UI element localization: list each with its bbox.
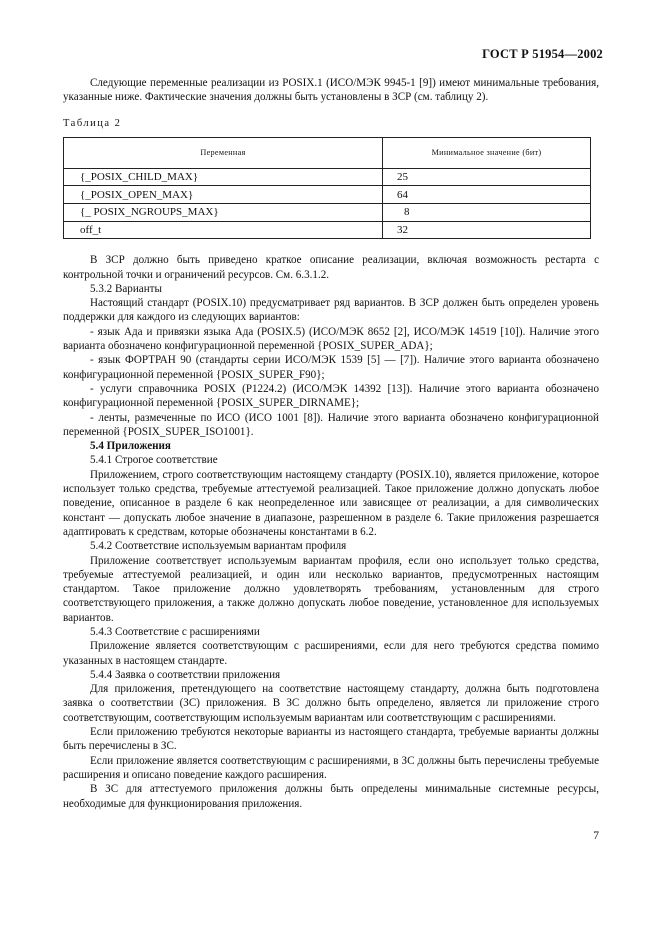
table-cell-variable: {_POSIX_CHILD_MAX}	[64, 168, 383, 186]
heading-5-3-2: 5.3.2 Варианты	[90, 282, 162, 295]
table-row	[64, 186, 591, 204]
list-item: - язык ФОРТРАН 90 (стандарты серии ИСО/МЭК 1539 [5] — [7]). Наличие этого варианта обозначено конфигурационной переменной {POSIX_SUPER_F90};	[63, 354, 599, 381]
zsr-paragraph: В ЗСР должно быть приведено краткое описание реализации, включая возможность рестарта с контрольной точки и ограничений ресурсов. См. 6.3.1.2.	[63, 254, 599, 281]
table-cell-value: 64	[383, 186, 591, 204]
table-row	[64, 168, 591, 186]
table-cell-value: 32	[383, 221, 591, 239]
variants-paragraph: Настоящий стандарт (POSIX.10) предусматривает ряд вариантов. В ЗСР должен быть определен уровень поддержки для каждого из следующих вариантов:	[63, 297, 599, 324]
table-row	[64, 204, 591, 222]
list-item: - ленты, размеченные по ИСО (ИСО 1001 [8]). Наличие этого варианта обозначено конфигурационной переменной {POSIX_SUPER_ISO1001}.	[63, 411, 599, 438]
table-header-row	[64, 137, 591, 168]
table-row	[64, 221, 591, 239]
table-caption: Таблица 2	[63, 117, 122, 129]
strict-conformance-paragraph: Приложением, строго соответствующим настоящему стандарту (POSIX.10), является приложение, которое использует только средства, требуемые аттестуемой реализацией. Такое приложение должно допускать любое поведение, описанное в разделе 6 как неопределенное или зависящее от реализации, а для символических констант — допускать любое значение в диапазоне, разрешенном в разделе 6. Такие приложения разрешается адаптировать к средствам, которые обозначены константами в 6.2.	[63, 468, 599, 538]
intro-paragraph: Следующие переменные реализации из POSIX.1 (ИСО/МЭК 9945-1 [9]) имеют минимальные требования, указанные ниже. Фактические значения должны быть установлены в ЗСР (см. таблицу 2).	[63, 77, 599, 104]
table-cell-variable: {_POSIX_OPEN_MAX}	[64, 186, 383, 204]
table-header-variable: Переменная	[64, 137, 383, 168]
page-number: 7	[593, 830, 599, 842]
list-item: - услуги справочника POSIX (P1224.2) (ИСО/МЭК 14392 [13]). Наличие этого варианта обозначено конфигурационной переменной {POSIX_SUPER_DIRNAME};	[63, 382, 599, 410]
document-header: ГОСТ Р 51954—2002	[482, 47, 603, 61]
extensions-paragraph: Приложение является соответствующим с расширениями, если для него требуются средства помимо указанных в настоящем стандарте.	[63, 640, 599, 667]
heading-5-4: 5.4 Приложения	[90, 440, 171, 453]
variables-table	[63, 137, 591, 239]
table-cell-value: 8	[383, 204, 591, 222]
profile-options-paragraph: Приложение соответствует используемым вариантам профиля, если оно использует только средства, требуемые аттестуемой реализацией, и один или несколько вариантов, предусмотренных настоящим стандартом. Такое приложение должно удовлетворять требованиям, установленным для строго соответствующего приложения, а также должно допускать любое поведение, установленное для используемых вариантов.	[63, 554, 599, 624]
table-cell-variable: {_ POSIX_NGROUPS_MAX}	[64, 204, 383, 222]
heading-5-4-1: 5.4.1 Строгое соответствие	[90, 454, 218, 467]
heading-5-4-3: 5.4.3 Соответствие с расширениями	[90, 625, 260, 638]
heading-5-4-2: 5.4.2 Соответствие используемым вариантам профиля	[90, 540, 347, 553]
table-header-min-value: Минимальное значение (бит)	[383, 137, 591, 168]
list-item: - язык Ада и привязки языка Ада (POSIX.5) (ИСО/МЭК 8652 [2], ИСО/МЭК 14519 [10]). Наличие этого варианта обозначено конфигурационной переменной {POSIX_SUPER_ADA};	[63, 325, 599, 353]
heading-5-4-4: 5.4.4 Заявка о соответствии приложения	[90, 668, 281, 681]
extensions-list-paragraph: Если приложение является соответствующим с расширениями, в ЗС должны быть перечислены требуемые расширения и описано поведение каждого расширения.	[63, 754, 599, 781]
table-cell-variable: off_t	[64, 221, 383, 239]
application-claim-paragraph: Для приложения, претендующего на соответствие настоящему стандарту, должна быть подготовлена заявка о соответствии (ЗС) приложения. В ЗС должно быть определено, является ли приложение строго соответствующим, соответствующим используемым вариантам или соответствующим с расширениями.	[63, 683, 599, 724]
table-cell-value: 25	[383, 168, 591, 186]
document-body	[63, 76, 599, 811]
resources-paragraph: В ЗС для аттестуемого приложения должны быть определены минимальные системные ресурсы, необходимые для функционирования приложения.	[63, 783, 599, 810]
options-paragraph: Если приложению требуются некоторые варианты из настоящего стандарта, требуемые варианты должны быть перечислены в ЗС.	[63, 726, 599, 753]
